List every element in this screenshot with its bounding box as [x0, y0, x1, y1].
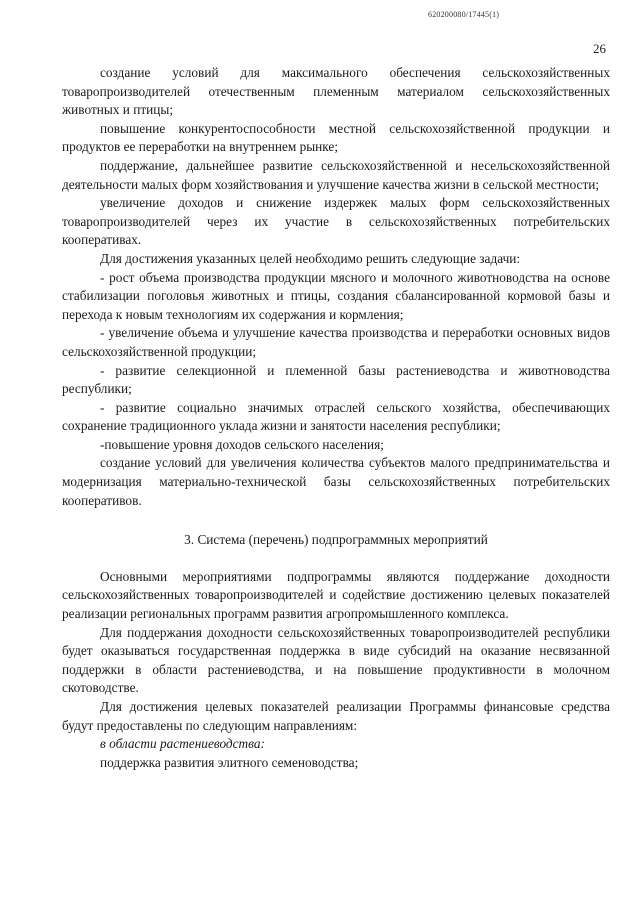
section-heading: 3. Система (перечень) подпрограммных мероприятий: [184, 532, 488, 548]
paragraph: Основными мероприятиями подпрограммы являются поддержание доходности сельскохозяйственных товаропроизводителей и содействие достижению целевых показателей реализации региональных программ развития агропромышленного комплекса.: [62, 568, 610, 622]
list-item: - развитие социально значимых отраслей сельского хозяйства, обеспечивающих сохранение традиционного уклада жизни и занятости населения республики;: [62, 399, 610, 434]
paragraph: Для достижения указанных целей необходимо решить следующие задачи:: [100, 250, 521, 266]
list-item: - рост объема производства продукции мясного и молочного животноводства на основе стабилизации поголовья животных и птицы, создания сбалансированной кормовой базы и перехода к новым технологиям их содержания и кормления;: [62, 269, 610, 322]
paragraph: увеличение доходов и снижение издержек малых форм сельскохозяйственных товаропроизводителей через их участие в сельскохозяйственных потребительских кооперативах.: [62, 195, 610, 248]
list-item: - развитие селекционной и племенной базы растениеводства и животноводства республики;: [62, 362, 610, 397]
paragraph: создание условий для максимального обеспечения сельскохозяйственных товаропроизводителей отечественным племенным материалом сельскохозяйственных животных и птицы;: [62, 65, 610, 118]
list-item: -повышение уровня доходов сельского населения;: [100, 436, 384, 452]
paragraph: поддержание, дальнейшее развитие сельскохозяйственной и несельскохозяйственной деятельности малых форм хозяйствования и улучшение качества жизни в сельской местности;: [62, 157, 610, 192]
paragraph: повышение конкурентоспособности местной сельскохозяйственной продукции и продуктов ее переработки на внутреннем рынке;: [62, 120, 610, 155]
subheading-italic: в области растениеводства:: [100, 736, 265, 752]
paragraph: Для поддержания доходности сельскохозяйственных товаропроизводителей республики будет оказываться государственная поддержка в виде субсидий на оказание несвязанной поддержки в области растениеводства, и на повышение продуктивности в молочном скотоводстве.: [62, 624, 610, 696]
document-body: [62, 64, 610, 772]
paragraph: поддержка развития элитного семеноводства;: [100, 754, 359, 770]
paragraph: создание условий для увеличения количества субъектов малого предпринимательства и модернизация материально-технической базы сельскохозяйственных потребительских кооперативов.: [62, 455, 610, 508]
list-item: - увеличение объема и улучшение качества производства и переработки основных видов сельскохозяйственной продукции;: [62, 325, 610, 359]
paragraph: Для достижения целевых показателей реализации Программы финансовые средства будут предоставлены по следующим направлениям:: [62, 699, 610, 733]
page-number: 26: [593, 41, 606, 56]
doc-id: 620200080/17445(1): [428, 10, 500, 19]
